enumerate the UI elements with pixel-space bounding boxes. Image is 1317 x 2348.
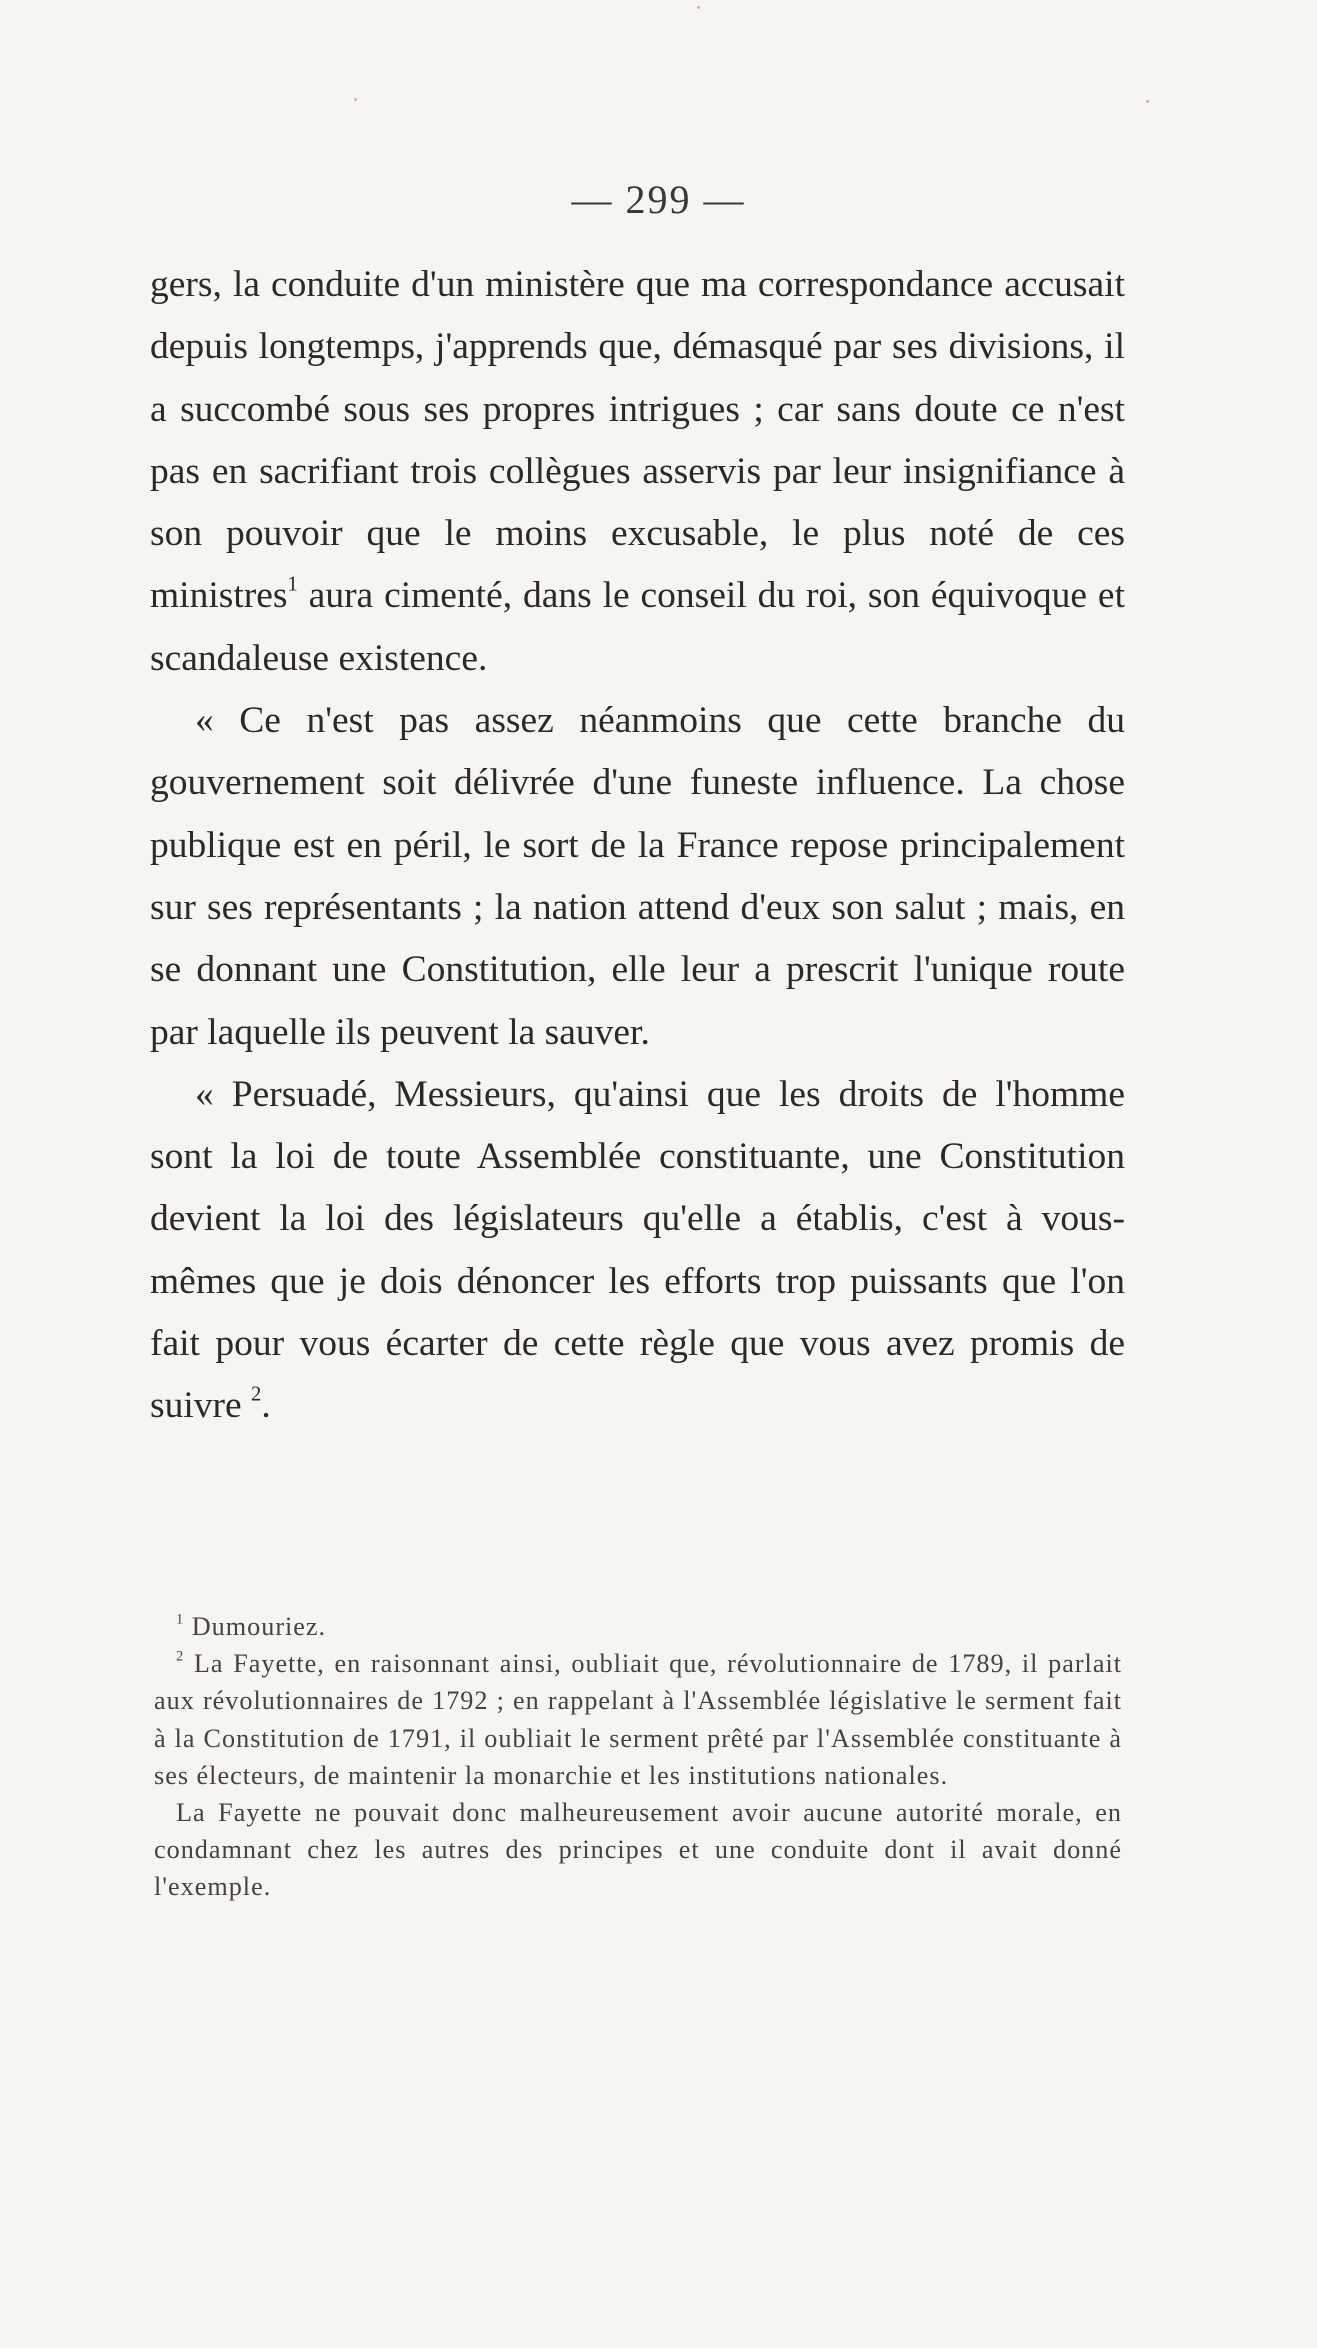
paper-speck xyxy=(354,98,357,101)
footnote-2-mark: 2 xyxy=(176,1648,185,1665)
footnote-1-text: Dumouriez. xyxy=(184,1612,327,1641)
footnote-2-continued-text: La Fayette ne pouvait donc malheureusement avoir aucune autorité morale, en condamnant chez les autres des principes et une conduite dont il avait donné l'exemple. xyxy=(154,1798,1122,1902)
paragraph-3-text-end: . xyxy=(261,1385,271,1427)
paragraph-2: « Ce n'est pas assez néanmoins que cette branche du gouvernement soit délivrée d'une funeste influence. La chose publique est en péril, le sort de la France repose principalement sur ses représentants ; la nation attend d'eux son salut ; mais, en se donnant une Constitution, elle leur a prescrit l'unique route par laquelle ils peuvent la sauver. xyxy=(150,700,1125,1053)
footnote-2-continued xyxy=(154,1794,1122,1906)
paragraph-1-text: gers, la conduite d'un ministère que ma correspondance accusait depuis longtemps, j'apprends que, démasqué par ses divisions, il a succombé sous ses propres intrigues ; car sans doute ce n'est pas en sacrifiant trois collègues asservis par leur insignifiance à son pouvoir que le moins excusable, le plus noté de ces ministres xyxy=(150,264,1125,617)
paragraph-1 xyxy=(150,254,1125,690)
paragraph-1-text-end: aura cimenté, dans le conseil du roi, son équivoque et scandaleuse existence. xyxy=(150,575,1125,679)
footnote-2-text: La Fayette, en raisonnant ainsi, oubliait que, révolutionnaire de 1789, il parlait aux révolutionnaires de 1792 ; en rappelant à l'Assemblée législative le serment fait à la Constitution de 1791, il oubliait le serment prêté par l'Assemblée constituante à ses électeurs, de maintenir la monarchie et les institutions nationales. xyxy=(154,1649,1122,1790)
footnote-ref-1: 1 xyxy=(287,573,298,596)
paper-speck xyxy=(697,6,700,9)
footnote-1 xyxy=(154,1608,1122,1645)
footnotes xyxy=(154,1608,1122,1906)
main-text xyxy=(150,254,1125,1438)
paper-speck xyxy=(1146,100,1149,103)
footnote-2 xyxy=(154,1645,1122,1794)
footnote-ref-2: 2 xyxy=(251,1383,262,1406)
paragraph-3 xyxy=(150,1064,1125,1438)
footnote-1-mark: 1 xyxy=(176,1611,185,1628)
page-number: — 299 — xyxy=(571,177,746,222)
paragraph-3-text: « Persuadé, Messieurs, qu'ainsi que les droits de l'homme sont la loi de toute Assemblée constituante, une Constitution devient la loi des législateurs qu'elle a établis, c'est à vous-mêmes que je dois dénoncer les efforts trop puissants que l'on fait pour vous écarter de cette règle que vous avez promis de suivre xyxy=(150,1073,1125,1427)
